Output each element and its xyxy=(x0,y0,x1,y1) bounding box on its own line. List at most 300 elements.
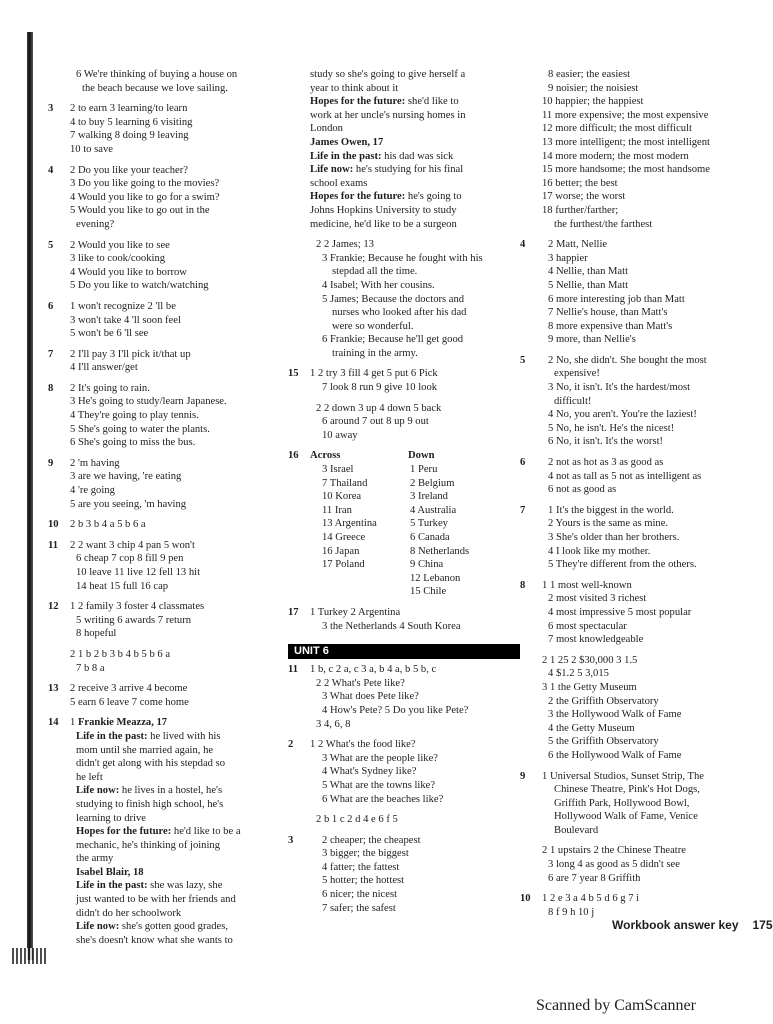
exercise-number: 14 xyxy=(48,717,59,729)
answer-line xyxy=(48,436,280,450)
down-entry: 12 Lebanon xyxy=(410,572,461,584)
answer-line xyxy=(288,861,520,875)
answer-text: 4 fatter; the fattest xyxy=(322,861,400,873)
answer-line xyxy=(520,354,746,368)
down-entry: 8 Netherlands xyxy=(410,545,470,557)
exercise-number: 11 xyxy=(288,664,299,676)
answer-line xyxy=(520,770,746,784)
spacer xyxy=(48,641,280,648)
answer-line xyxy=(288,490,520,504)
answer-line xyxy=(288,347,520,361)
answer-line xyxy=(520,408,746,422)
answer-line xyxy=(288,606,520,620)
answer-text: 5 are you seeing, 'm having xyxy=(70,498,187,510)
column-right xyxy=(520,68,746,919)
answer-line xyxy=(288,415,520,429)
answer-line xyxy=(520,238,746,252)
spacer xyxy=(520,497,746,504)
answer-text: Life now: he's studying for his final xyxy=(310,164,464,176)
exercise-number: 7 xyxy=(48,348,54,360)
answer-line xyxy=(288,293,520,307)
down-entry: 2 Belgium xyxy=(410,477,455,489)
answer-line xyxy=(48,730,280,744)
answer-text: were so wonderful. xyxy=(332,320,414,332)
spacer xyxy=(48,232,280,239)
spacer xyxy=(48,511,280,518)
answer-text: 2 1 b 2 b 3 b 4 b 5 b 6 a xyxy=(70,648,171,660)
answer-text: the army xyxy=(76,853,114,865)
answer-text: 4 No, you aren't. You're the laziest! xyxy=(548,409,697,421)
exercise-number: 6 xyxy=(520,457,526,469)
answer-text: just wanted to be with her friends and xyxy=(76,894,236,906)
answer-text: the beach because we love sailing. xyxy=(82,82,228,94)
answer-text: 1 Turkey 2 Argentina xyxy=(310,606,401,618)
down-entry: Down xyxy=(408,450,435,462)
answer-text: 5 Do you like to watch/watching xyxy=(70,280,209,292)
answer-text: 6 No, it isn't. It's the worst! xyxy=(548,436,664,448)
answer-text: stepdad all the time. xyxy=(332,266,418,278)
answer-line xyxy=(288,136,520,150)
exercise-number: 12 xyxy=(48,601,59,613)
answer-line xyxy=(520,177,746,191)
answer-text: Hopes for the future: he's going to xyxy=(310,191,462,203)
answer-line xyxy=(48,614,280,628)
answer-text: 5 Nellie, than Matt xyxy=(548,279,629,291)
answer-text: 3 long 4 as good as 5 didn't see xyxy=(548,859,680,871)
exercise-number: 4 xyxy=(48,164,54,176)
exercise-number: 17 xyxy=(288,606,299,618)
answer-line xyxy=(48,744,280,758)
down-entry: 5 Turkey xyxy=(410,518,448,530)
answer-text: 3 What are the people like? xyxy=(322,752,438,764)
answer-line xyxy=(520,483,746,497)
answer-line xyxy=(520,150,746,164)
answer-text: Life now: he lives in a hostel, he's xyxy=(76,785,223,797)
answer-text: Hopes for the future: he'd like to be a xyxy=(76,826,241,838)
answer-line xyxy=(48,907,280,921)
spacer xyxy=(48,593,280,600)
answer-line xyxy=(288,190,520,204)
answer-text: 4 to buy 5 learning 6 visiting xyxy=(70,116,193,128)
scanner-watermark: Scanned by CamScanner xyxy=(536,997,696,1014)
answer-line xyxy=(48,798,280,812)
answer-line xyxy=(48,423,280,437)
answer-text: 2 Do you like your teacher? xyxy=(70,164,188,176)
answer-line xyxy=(288,306,520,320)
answer-text: 5 James; Because the doctors and xyxy=(322,293,465,305)
answer-text: Life in the past: his dad was sick xyxy=(310,150,454,162)
answer-line xyxy=(48,204,280,218)
answer-line xyxy=(520,722,746,736)
answer-text: 10 Korea xyxy=(322,491,362,503)
unit-banner: UNIT 6 xyxy=(288,644,520,659)
exercise-number: 2 xyxy=(288,739,294,751)
answer-text: 8 f 9 h 10 j xyxy=(548,906,595,918)
answer-text: 5 earn 6 leave 7 come home xyxy=(70,696,189,708)
answer-line xyxy=(48,116,280,130)
answer-line xyxy=(48,361,280,375)
exercise-number: 5 xyxy=(520,354,526,366)
answer-text: work at her uncle's nursing homes in xyxy=(310,109,466,121)
answer-text: 16 better; the best xyxy=(542,177,618,189)
answer-text: 13 Argentina xyxy=(322,518,377,530)
answer-line xyxy=(520,681,746,695)
answer-text: didn't do her schoolwork xyxy=(76,907,182,919)
answer-line xyxy=(288,704,520,718)
answer-text: 2 Matt, Nellie xyxy=(548,239,608,251)
answer-text: 15 more handsome; the most handsome xyxy=(542,164,710,176)
spacer xyxy=(288,633,520,640)
answer-line xyxy=(520,633,746,647)
answer-text: 1 2 What's the food like? xyxy=(310,739,416,751)
answer-text: 3 What does Pete like? xyxy=(322,691,419,703)
answer-line xyxy=(48,218,280,232)
answer-line xyxy=(48,662,280,676)
answer-line xyxy=(520,279,746,293)
answer-text: 1 Frankie Meazza, 17 xyxy=(70,717,168,729)
answer-line xyxy=(288,902,520,916)
answer-text: learning to drive xyxy=(76,812,147,824)
answer-line xyxy=(48,143,280,157)
answer-line xyxy=(48,382,280,396)
answer-line xyxy=(48,518,280,532)
down-entry: 4 Australia xyxy=(410,504,457,516)
answer-line xyxy=(520,735,746,749)
answer-text: 2 1 25 2 $30,000 3 1.5 xyxy=(542,654,638,666)
answer-text: she's doesn't know what she wants to xyxy=(76,934,233,946)
answer-text: expensive! xyxy=(554,368,600,380)
exercise-number: 9 xyxy=(520,770,526,782)
answer-text: difficult! xyxy=(554,395,592,407)
answer-line xyxy=(520,320,746,334)
spacer xyxy=(520,837,746,844)
answer-line xyxy=(48,300,280,314)
answer-line xyxy=(48,879,280,893)
answer-text: 1 1 most well-known xyxy=(542,579,632,591)
answer-text: 2 not as hot as 3 as good as xyxy=(548,457,664,469)
answer-line xyxy=(288,752,520,766)
answer-line xyxy=(520,252,746,266)
answer-text: Life in the past: he lived with his xyxy=(76,730,221,742)
answer-line xyxy=(520,844,746,858)
answer-line xyxy=(288,504,520,518)
answer-text: 6 She's going to miss the bus. xyxy=(70,437,196,449)
answer-text: 2 most visited 3 richest xyxy=(548,593,647,605)
exercise-number: 6 xyxy=(48,300,54,312)
answer-line xyxy=(520,892,746,906)
answer-text: he left xyxy=(76,771,103,783)
spacer xyxy=(288,599,520,606)
answer-line xyxy=(288,572,520,586)
answer-line xyxy=(48,177,280,191)
answer-text: 3 1 the Getty Museum xyxy=(542,681,637,693)
exercise-number: 8 xyxy=(48,382,54,394)
answer-line xyxy=(288,813,520,827)
answer-text: 2 2 down 3 up 4 down 5 back xyxy=(316,402,442,414)
answer-line xyxy=(520,422,746,436)
answer-line xyxy=(48,600,280,614)
answer-line xyxy=(48,716,280,730)
answer-text: 5 the Griffith Observatory xyxy=(548,736,659,748)
answer-text: 3 4, 6, 8 xyxy=(316,718,351,730)
answer-line xyxy=(48,552,280,566)
answer-text: Hollywood Walk of Fame, Venice xyxy=(554,811,698,823)
answer-text: 3 Israel xyxy=(322,464,354,476)
answer-line xyxy=(520,95,746,109)
answer-text: 9 more, than Nellie's xyxy=(548,334,636,346)
column-middle xyxy=(288,68,520,915)
answer-text: 10 happier; the happiest xyxy=(542,96,644,108)
answer-text: London xyxy=(310,123,343,135)
answer-line xyxy=(48,934,280,948)
answer-text: 6 We're thinking of buying a house on xyxy=(76,69,238,80)
answer-text: 5 She's going to water the plants. xyxy=(70,423,210,435)
answer-line xyxy=(520,82,746,96)
answer-line xyxy=(520,367,746,381)
answer-line xyxy=(48,682,280,696)
answer-text: 11 more expensive; the most expensive xyxy=(542,109,709,121)
footer-label: Workbook answer key xyxy=(612,918,739,932)
answer-text: Life now: she's gotten good grades, xyxy=(76,921,228,933)
answer-line xyxy=(288,265,520,279)
spacer xyxy=(520,885,746,892)
exercise-number: 15 xyxy=(288,368,299,380)
answer-text: 6 not as good as xyxy=(548,484,617,496)
exercise-number: 13 xyxy=(48,683,59,695)
answer-line xyxy=(288,834,520,848)
answer-line xyxy=(48,164,280,178)
spacer xyxy=(288,442,520,449)
answer-text: 3 No, it isn't. It's the hardest/most xyxy=(548,382,691,394)
answer-text: 2 cheaper; the cheapest xyxy=(322,834,421,846)
spacer xyxy=(288,806,520,813)
answer-text: 6 more interesting job than Matt xyxy=(548,293,685,305)
answer-line xyxy=(520,504,746,518)
answer-text: Chinese Theatre, Pink's Hot Dogs, xyxy=(554,784,700,796)
answer-text: 4 most impressive 5 most popular xyxy=(548,606,692,618)
answer-text: 2 'm having xyxy=(70,457,120,469)
spacer xyxy=(288,231,520,238)
answer-text: Life in the past: she was lazy, she xyxy=(76,880,223,892)
answer-text: 7 walking 8 doing 9 leaving xyxy=(70,130,189,142)
answer-text: 3 are we having, 're eating xyxy=(70,471,182,483)
answer-line xyxy=(288,109,520,123)
answer-text: 4 How's Pete? 5 Do you like Pete? xyxy=(322,704,469,716)
answer-line xyxy=(48,395,280,409)
answer-text: nurses who looked after his dad xyxy=(332,307,467,319)
answer-line xyxy=(288,545,520,559)
answer-line xyxy=(520,872,746,886)
answer-line xyxy=(48,470,280,484)
answer-text: training in the army. xyxy=(332,347,418,359)
answer-text: 5 What are the towns like? xyxy=(322,779,436,791)
answer-text: 6 cheap 7 cop 8 fill 9 pen xyxy=(76,553,184,565)
answer-line xyxy=(520,620,746,634)
answer-line xyxy=(288,677,520,691)
answer-text: 1 2 e 3 a 4 b 5 d 6 g 7 i xyxy=(542,893,640,905)
answer-text: 3 the Netherlands 4 South Korea xyxy=(322,620,461,632)
answer-line xyxy=(520,695,746,709)
answer-text: 17 Poland xyxy=(322,559,365,571)
answer-text: 3 happier xyxy=(548,252,588,264)
answer-text: 10 leave 11 live 12 fell 13 hit xyxy=(76,567,201,578)
spacer xyxy=(48,450,280,457)
answer-text: 6 around 7 out 8 up 9 out xyxy=(322,416,429,428)
answer-text: 7 safer; the safest xyxy=(322,902,396,914)
answer-line xyxy=(288,252,520,266)
answer-line xyxy=(520,708,746,722)
binding-edge xyxy=(27,32,33,960)
answer-text: studying to finish high school, he's xyxy=(76,798,224,810)
spacer xyxy=(520,449,746,456)
down-entry: 1 Peru xyxy=(410,464,438,476)
answer-text: 1 It's the biggest in the world. xyxy=(548,504,674,516)
answer-text: 6 are 7 year 8 Griffith xyxy=(548,872,641,884)
answer-text: Across xyxy=(310,450,341,462)
answer-text: 11 Iran xyxy=(322,504,352,516)
answer-text: 14 Greece xyxy=(322,532,366,543)
spacer xyxy=(48,341,280,348)
answer-text: 7 Thailand xyxy=(322,477,368,489)
answer-line xyxy=(520,824,746,838)
answer-line xyxy=(520,667,746,681)
answer-line xyxy=(520,136,746,150)
answer-text: 1 2 try 3 fill 4 get 5 put 6 Pick xyxy=(310,368,438,380)
answer-line xyxy=(48,314,280,328)
answer-text: 2 receive 3 arrive 4 become xyxy=(70,683,188,695)
exercise-number: 3 xyxy=(48,103,54,115)
answer-line xyxy=(48,498,280,512)
answer-text: 14 more modern; the most modern xyxy=(542,150,689,162)
answer-text: 7 most knowledgeable xyxy=(548,634,644,646)
answer-line xyxy=(520,68,746,82)
answer-text: 2 2 want 3 chip 4 pan 5 won't xyxy=(70,539,195,551)
answer-line xyxy=(48,839,280,853)
answer-text: 4 $1.2 5 3,015 xyxy=(548,668,609,680)
answer-line xyxy=(288,218,520,232)
answer-text: school exams xyxy=(310,177,368,189)
answer-line xyxy=(288,320,520,334)
answer-line xyxy=(520,797,746,811)
spacer xyxy=(48,375,280,382)
exercise-number: 4 xyxy=(520,239,526,251)
answer-line xyxy=(288,874,520,888)
answer-text: 5 Would you like to go out in the xyxy=(70,205,210,217)
answer-text: 1 b, c 2 a, c 3 a, b 4 a, b 5 b, c xyxy=(310,664,437,676)
answer-line xyxy=(288,463,520,477)
answer-line xyxy=(520,606,746,620)
answer-text: 3 bigger; the biggest xyxy=(322,848,409,860)
answer-text: 5 They're different from the others. xyxy=(548,559,697,571)
answer-text: 6 Frankie; Because he'll get good xyxy=(322,334,464,346)
answer-line xyxy=(48,279,280,293)
exercise-number: 7 xyxy=(520,504,526,516)
answer-line xyxy=(48,252,280,266)
page-number: 175 xyxy=(752,918,773,932)
answer-line xyxy=(520,218,746,232)
answer-line xyxy=(288,95,520,109)
answer-text: James Owen, 17 xyxy=(310,136,384,148)
answer-line xyxy=(288,367,520,381)
answer-text: 4 I'll answer/get xyxy=(70,362,138,374)
answer-line xyxy=(520,456,746,470)
answer-text: 17 worse; the worst xyxy=(542,191,626,203)
answer-line xyxy=(520,517,746,531)
answer-line xyxy=(288,68,520,82)
answer-line xyxy=(520,109,746,123)
answer-line xyxy=(288,279,520,293)
answer-line xyxy=(48,266,280,280)
answer-line xyxy=(48,920,280,934)
answer-line xyxy=(48,812,280,826)
answer-line xyxy=(288,122,520,136)
answer-text: study so she's going to give herself a xyxy=(310,69,466,80)
exercise-number: 11 xyxy=(48,539,59,551)
answer-line xyxy=(288,333,520,347)
answer-text: 3 Do you like going to the movies? xyxy=(70,178,220,190)
answer-text: 4 What's Sydney like? xyxy=(322,766,417,778)
answer-text: Hopes for the future: she'd like to xyxy=(310,96,459,108)
answer-text: 2 It's going to rain. xyxy=(70,382,150,394)
answer-line xyxy=(48,825,280,839)
answer-line xyxy=(520,558,746,572)
answer-line xyxy=(520,654,746,668)
answer-text: Boulevard xyxy=(554,824,599,836)
answer-text: 4 Nellie, than Matt xyxy=(548,266,629,278)
answer-text: 7 Nellie's house, than Matt's xyxy=(548,307,668,319)
answer-line xyxy=(520,592,746,606)
answer-line xyxy=(520,579,746,593)
answer-text: year to think about it xyxy=(310,82,399,94)
answer-line xyxy=(48,82,280,96)
answer-line xyxy=(48,327,280,341)
answer-text: 3 won't take 4 'll soon feel xyxy=(70,314,181,326)
exercise-number: 8 xyxy=(520,579,526,591)
spacer xyxy=(48,532,280,539)
answer-text: 4 're going xyxy=(70,485,115,497)
answer-text: 16 Japan xyxy=(322,545,360,557)
answer-text: 3 like to cook/cooking xyxy=(70,253,166,265)
answer-line xyxy=(288,381,520,395)
answer-text: 4 Would you like to go for a swim? xyxy=(70,191,220,203)
answer-line xyxy=(288,517,520,531)
answer-text: 3 He's going to study/learn Japanese. xyxy=(70,396,227,408)
answer-text: 7 b 8 a xyxy=(76,662,105,674)
page-footer xyxy=(612,918,773,932)
spacer xyxy=(288,827,520,834)
answer-line xyxy=(288,779,520,793)
answer-text: 7 look 8 run 9 give 10 look xyxy=(322,382,438,394)
answer-text: Johns Hopkins University to study xyxy=(310,204,457,216)
answer-line xyxy=(48,566,280,580)
answer-text: 4 They're going to play tennis. xyxy=(70,410,199,422)
down-entry: 15 Chile xyxy=(410,586,447,598)
exercise-number: 5 xyxy=(48,239,54,251)
answer-line xyxy=(48,757,280,771)
answer-text: 5 No, he isn't. He's the nicest! xyxy=(548,422,675,434)
answer-line xyxy=(288,888,520,902)
answer-line xyxy=(48,771,280,785)
answer-line xyxy=(520,381,746,395)
answer-line xyxy=(288,531,520,545)
answer-text: 2 to earn 3 learning/to learn xyxy=(70,103,188,115)
spacer xyxy=(520,763,746,770)
answer-line xyxy=(520,749,746,763)
answer-line xyxy=(520,265,746,279)
answer-line xyxy=(288,718,520,732)
answer-line xyxy=(288,238,520,252)
answer-text: 10 away xyxy=(322,429,358,441)
